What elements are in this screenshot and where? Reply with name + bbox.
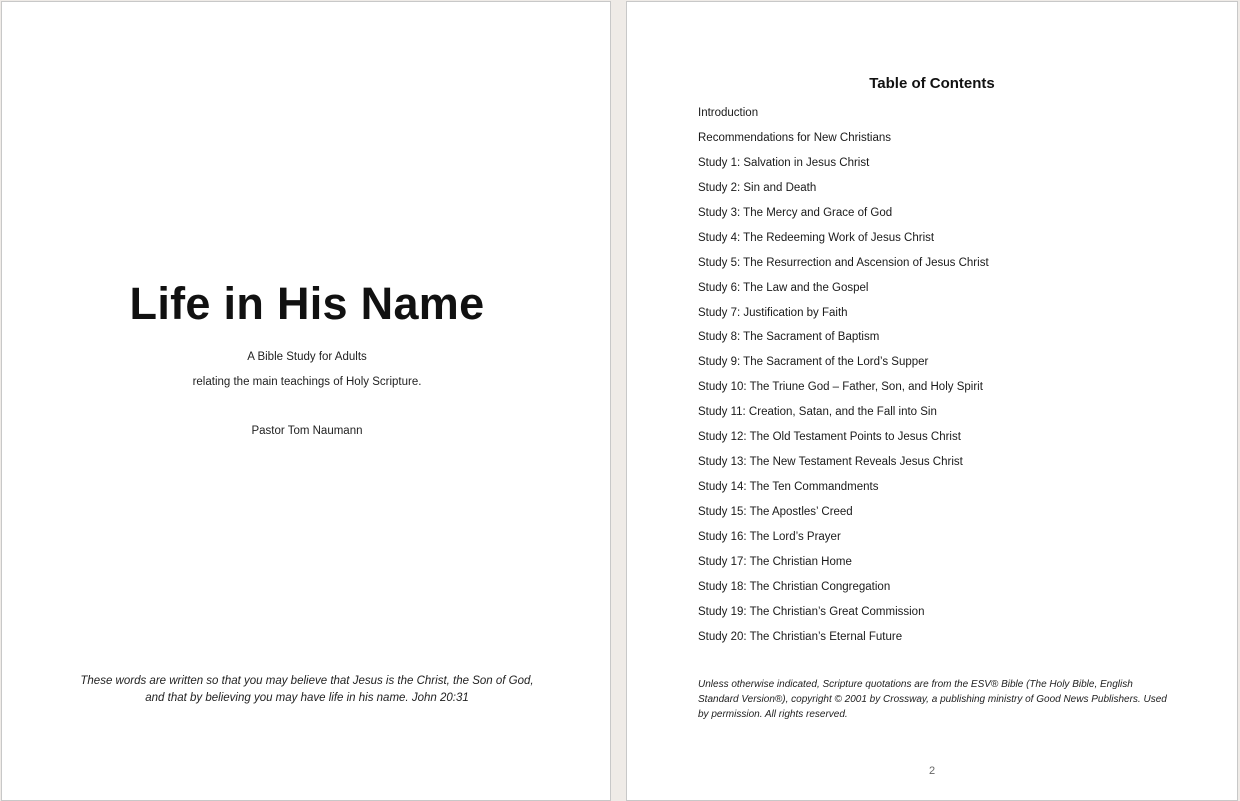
copyright-notice: Unless otherwise indicated, Scripture quotations are from the ESV® Bible (The Holy Bible, English Standard Version®), copyright © 2001 by Crossway, a publishing ministry of Good News Publishers. Used by permission. All rights reserved. [698,679,1167,720]
toc-item[interactable]: Study 3: The Mercy and Grace of God [698,206,893,219]
toc-list [698,105,989,654]
toc-item[interactable]: Study 4: The Redeeming Work of Jesus Christ [698,231,935,244]
toc-item[interactable]: Study 8: The Sacrament of Baptism [698,331,880,344]
toc-item[interactable]: Study 10: The Triune God – Father, Son, and Holy Spirit [698,381,983,394]
document-title: Life in His Name [129,278,485,329]
toc-item[interactable]: Study 1: Salvation in Jesus Christ [698,156,870,169]
epigraph-line-2: and that by believing you may have life in his name. John 20:31 [145,692,469,704]
toc-item[interactable]: Study 17: The Christian Home [698,555,852,568]
toc-item[interactable]: Study 7: Justification by Faith [698,306,848,319]
author-name: Pastor Tom Naumann [251,425,363,437]
page-number: 2 [928,765,936,777]
toc-item[interactable]: Introduction [698,107,759,119]
toc-item[interactable]: Study 5: The Resurrection and Ascension of Jesus Christ [698,256,989,269]
toc-page [626,1,1238,801]
toc-item[interactable]: Study 20: The Christian’s Eternal Future [698,630,903,643]
toc-item[interactable]: Study 9: The Sacrament of the Lord’s Supper [698,356,929,369]
toc-item[interactable]: Study 11: Creation, Satan, and the Fall into Sin [698,406,937,419]
toc-item[interactable]: Study 19: The Christian’s Great Commission [698,605,925,618]
toc-item[interactable]: Study 6: The Law and the Gospel [698,281,869,294]
toc-item[interactable]: Study 15: The Apostles’ Creed [698,506,853,518]
toc-heading: Table of Contents [869,75,995,92]
toc-item[interactable]: Recommendations for New Christians [698,131,892,144]
toc-item[interactable]: Study 14: The Ten Commandments [698,481,879,494]
subtitle-line-2: relating the main teachings of Holy Scripture. [192,376,422,388]
epigraph-line-1: These words are written so that you may believe that Jesus is the Christ, the Son of God, [80,675,534,687]
toc-item[interactable]: Study 12: The Old Testament Points to Jesus Christ [698,431,961,444]
subtitle-line-1: A Bible Study for Adults [247,351,367,363]
toc-item[interactable]: Study 16: The Lord’s Prayer [698,530,841,543]
toc-item[interactable]: Study 13: The New Testament Reveals Jesus Christ [698,456,963,469]
toc-item[interactable]: Study 2: Sin and Death [698,181,817,194]
toc-item[interactable]: Study 18: The Christian Congregation [698,580,891,593]
cover-page [1,1,611,801]
